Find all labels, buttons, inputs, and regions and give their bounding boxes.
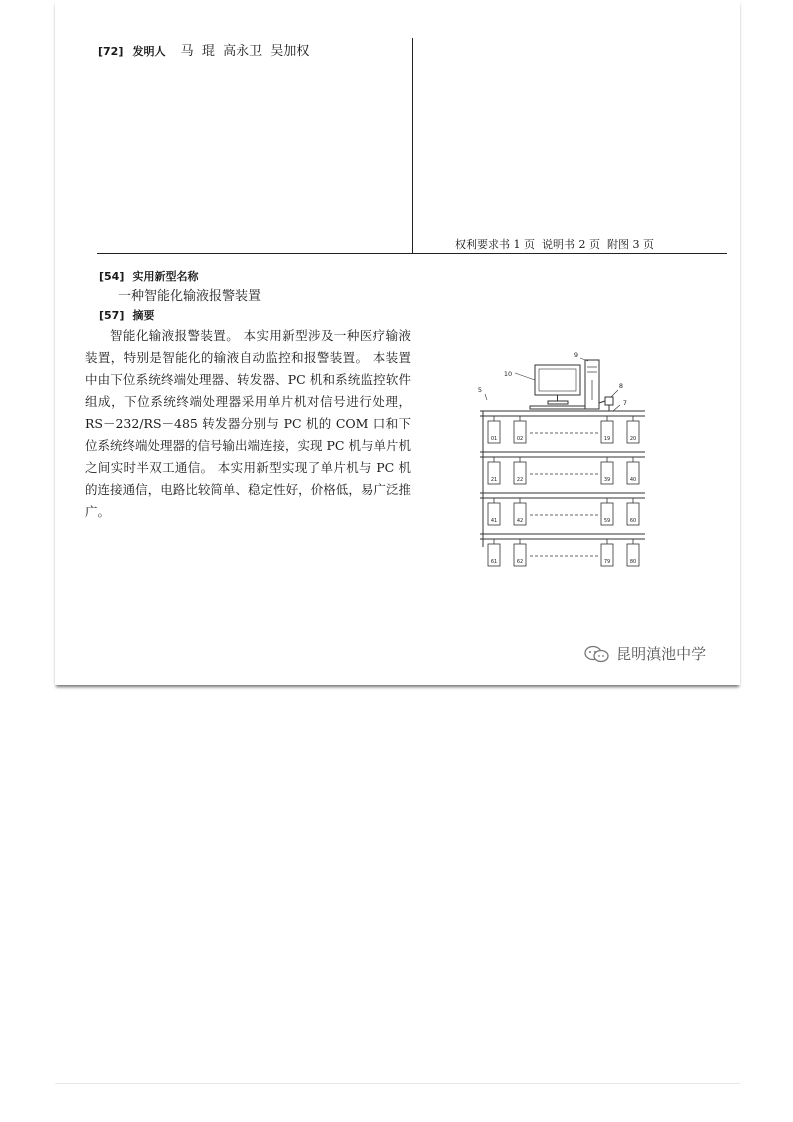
header-column-divider [412,38,413,254]
title-heading [99,265,198,284]
node-label: 79 [603,559,611,565]
node-label: 61 [490,559,498,565]
node-label: 21 [490,477,498,483]
node-label: 39 [603,477,611,483]
callout-converter: 8 [618,382,624,390]
callout-node: 5 [477,386,483,394]
title-label: 实用新型名称 [132,270,199,283]
callout-bus: 7 [622,399,628,407]
node-rows [488,416,639,566]
monitor-screen [539,369,576,391]
node-label: 59 [603,518,611,524]
node-label: 19 [603,436,611,442]
node-label: 02 [516,436,524,442]
leader-bus [613,405,620,411]
callout-monitor: 10 [503,370,513,378]
abstract-text: 智能化输液报警装置。 本实用新型涉及一种医疗输液装置，特别是智能化的输液自动监控和报警装置。 本装置中由下位系统终端处理器、转发器、PC 机和系统监控软件组成，下位系统终端处理器采用单片机对信号进行处理，RS－232/RS－485 转发器分别与 PC 机的 COM 口和下位系统终端处理器的信号输出端连接，实现 PC 机与单片机之间实时半双工通信。 本实用新型实现了单片机与 PC 机的连接通信，电路比较简单、稳定性好，价格低，易广泛推广。 [85,328,411,519]
converter-box [605,397,613,405]
leader-monitor [515,373,535,380]
system-diagram [470,345,650,575]
node-label: 40 [629,477,637,483]
abstract-body [85,325,411,523]
abstract-heading [99,304,154,323]
node-label: 42 [516,518,524,524]
node-label: 22 [516,477,524,483]
inventors-code: [72] [98,45,124,58]
node-label: 60 [629,518,637,524]
wechat-icon [583,644,611,664]
abstract-label: 摘要 [132,309,155,322]
page-counts: 权利要求书 1 页 说明书 2 页 附图 3 页 [455,238,654,251]
node-label: 80 [629,559,637,565]
watermark-text: 昆明滇池中学 [616,645,707,663]
inventors-line [98,40,309,59]
node-label: 62 [516,559,524,565]
converter-link [599,401,605,403]
bottom-divider [55,1083,740,1084]
monitor-base [548,401,568,404]
watermark [583,643,733,665]
leader-node [485,394,487,400]
callout-tower: 9 [573,351,579,359]
node-label: 41 [490,518,498,524]
node-label: 20 [629,436,637,442]
inventors-label: 发明人 [132,45,166,58]
monitor-outline [535,365,580,395]
leader-converter [611,390,618,397]
utility-model-title: 一种智能化输液报警装置 [118,289,262,304]
header-rule [97,253,727,254]
abstract-code: [57] [99,309,125,322]
node-label: 01 [490,436,498,442]
title-code: [54] [99,270,125,283]
inventors-names: 马 琨 高永卫 吴加权 [180,44,310,59]
keyboard [530,406,585,409]
